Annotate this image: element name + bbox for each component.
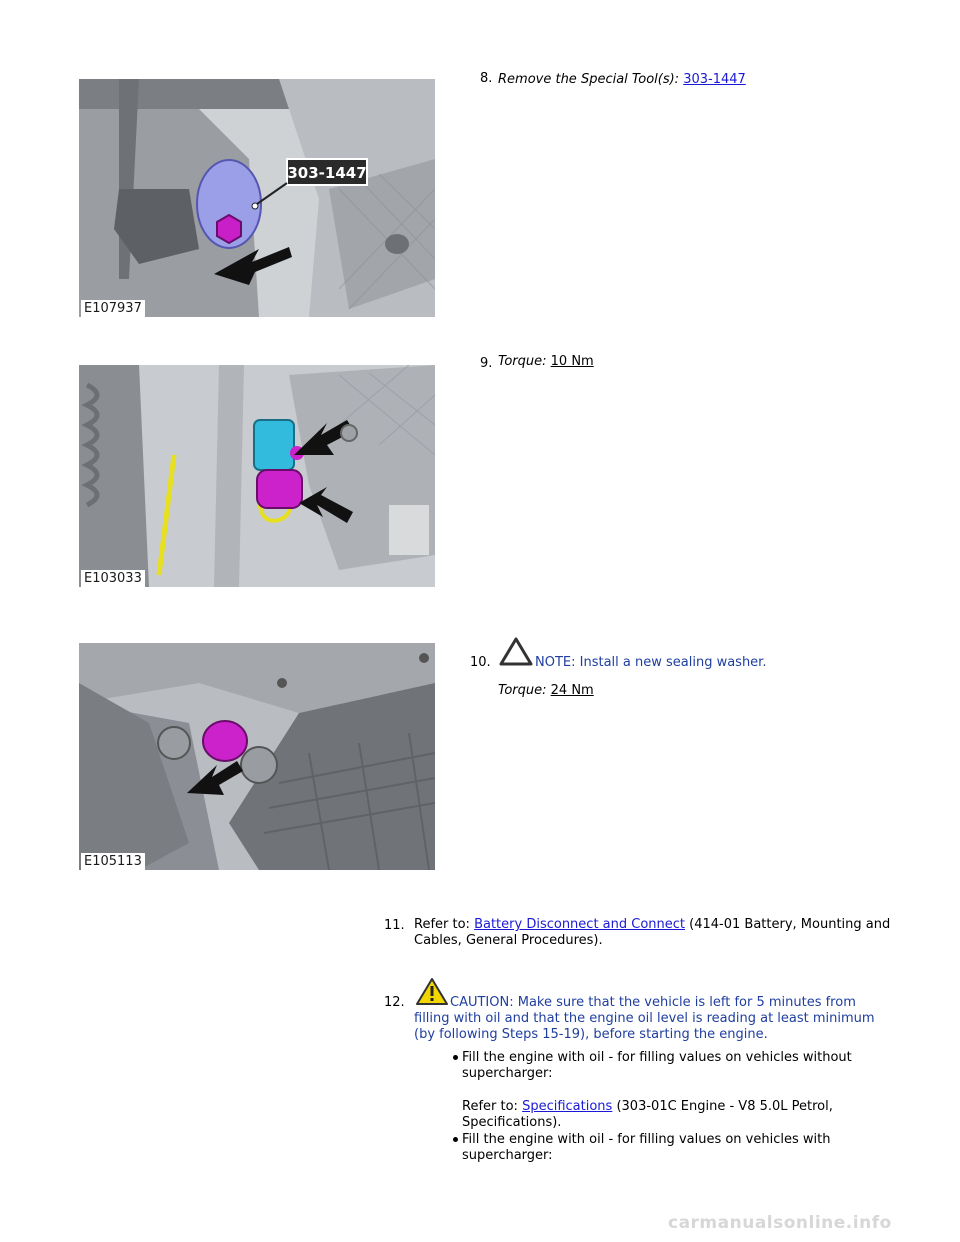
step-number: 11. [384, 918, 405, 933]
torque-value-link[interactable]: 10 Nm [550, 354, 594, 369]
bullet-item [462, 1132, 922, 1164]
step-number: 10. [470, 655, 491, 670]
step-8-text [498, 72, 746, 88]
figure-step-10 [79, 643, 435, 870]
step-11-text [414, 917, 914, 949]
caution-line-2: filling with oil and that the engine oil level is reading at least minimum [414, 1011, 875, 1026]
watermark: carmanualsonline.info [668, 1213, 892, 1233]
figure-id-label: E105113 [81, 853, 145, 870]
caution-line-3: (by following Steps 15-19), before starting the engine. [414, 1027, 768, 1042]
figure-id-label: E107937 [81, 300, 145, 317]
bullet-line-2: supercharger: [462, 1148, 553, 1163]
refer-suffix: (414-01 Battery, Mounting and [689, 917, 891, 932]
note-text: NOTE: Install a new sealing washer. [535, 655, 767, 670]
step-number: 9. [480, 356, 493, 371]
figure-id-label: E103033 [81, 570, 145, 587]
bullet-marker [453, 1055, 458, 1060]
step-10-torque [498, 683, 594, 699]
step-number: 8. [480, 71, 493, 86]
bullet-marker [453, 1137, 458, 1142]
callout-label-303-1447: 303-1447 [287, 164, 367, 182]
battery-disconnect-link[interactable]: Battery Disconnect and Connect [474, 917, 686, 932]
caution-line-1: CAUTION: Make sure that the vehicle is left for 5 minutes from [450, 995, 856, 1010]
special-tool-link[interactable]: 303-1447 [683, 72, 746, 87]
refer-suffix-cont: Specifications). [462, 1115, 562, 1130]
refer-suffix-cont: Cables, General Procedures). [414, 933, 603, 948]
refer-label: Refer to: [414, 917, 470, 932]
specifications-link[interactable]: Specifications [522, 1099, 613, 1114]
bullet-line-2: supercharger: [462, 1066, 553, 1081]
step-number: 12. [384, 995, 405, 1010]
figure-step-8 [79, 79, 435, 317]
bullet-line-1: Fill the engine with oil - for filling values on vehicles without [462, 1050, 852, 1065]
torque-label: Torque: [498, 683, 547, 698]
refer-label: Refer to: [462, 1099, 518, 1114]
note-icon [498, 636, 534, 666]
figure-step-9 [79, 365, 435, 587]
bullet-item [462, 1050, 922, 1082]
bullet-line-1: Fill the engine with oil - for filling values on vehicles with [462, 1132, 831, 1147]
torque-label: Torque: [498, 354, 547, 369]
refer-suffix: (303-01C Engine - V8 5.0L Petrol, [616, 1099, 833, 1114]
step-9-torque [498, 354, 594, 370]
remove-tool-label: Remove the Special Tool(s): [498, 72, 680, 87]
refer-specifications [462, 1099, 922, 1131]
torque-value-link[interactable]: 24 Nm [550, 683, 594, 698]
caution-text [414, 995, 934, 1043]
